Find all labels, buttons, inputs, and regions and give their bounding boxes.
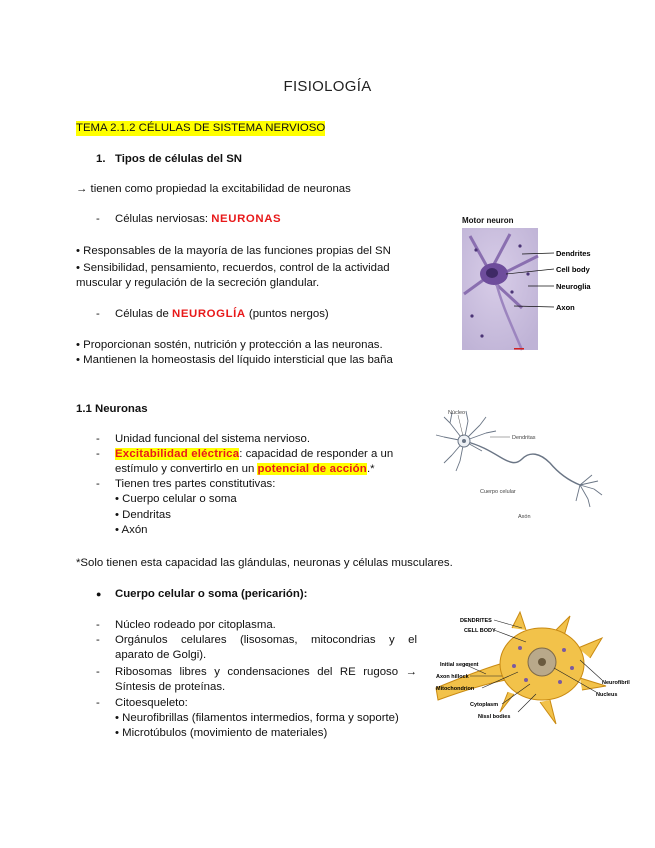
- list-dash: -: [96, 213, 100, 225]
- soma-item-1: Núcleo rodeado por citoplasma.: [115, 619, 276, 631]
- label-cytoplasm: Cytoplasm: [470, 702, 499, 708]
- section-heading: Tipos de células del SN: [115, 153, 243, 165]
- neuroglia-prefix: Células de: [115, 308, 172, 320]
- neuronas-prefix: Células nerviosas:: [115, 213, 212, 225]
- cell-body-figure: [430, 608, 630, 738]
- neuronas-bullet-2a: • Sensibilidad, pensamiento, recuerdos, control de la actividad: [76, 262, 390, 274]
- label-nucleus: Nucleus: [596, 692, 618, 698]
- nucleolus-shape: [538, 658, 546, 666]
- motor-neuron-figure: [462, 216, 622, 356]
- neuronas-line: [115, 212, 281, 227]
- list-dash: -: [96, 666, 100, 678]
- neuronas-bullet-1: • Responsables de la mayoría de las funciones propias del SN: [76, 245, 391, 257]
- label-axon: Axón: [518, 514, 531, 520]
- soma-sub-1: • Neurofibrillas (filamentos intermedios, forma y soporte): [115, 712, 399, 724]
- neuroglia-bullet-1: • Proporcionan sostén, nutrición y protección a las neuronas.: [76, 339, 383, 351]
- soma-item-2a: Orgánulos celulares (lisosomas, mitocondrias y el: [115, 634, 417, 646]
- neuronas-item-2-line2: [115, 462, 375, 477]
- soma-item-3b: Síntesis de proteínas.: [115, 681, 226, 693]
- item-2-end: .*: [366, 463, 375, 475]
- list-dash: -: [96, 478, 100, 490]
- label-dendrites: Dendrites: [556, 249, 591, 258]
- neuronas-item-2: [115, 447, 393, 462]
- neuroglia-keyword: NEUROGLÍA: [172, 308, 246, 320]
- label-axon-hillock: Axon hillock: [436, 674, 469, 680]
- axon-line: [464, 441, 580, 485]
- leader-line: [458, 415, 463, 436]
- neuronas-bullet-2b: muscular y regulación de la secreción glandular.: [76, 277, 320, 289]
- figure-title: Motor neuron: [462, 216, 514, 225]
- list-dash: -: [96, 308, 100, 320]
- label-nissl-bodies: Nissl bodies: [478, 714, 511, 720]
- cell-body-drawing: [436, 612, 606, 724]
- item-2-rest: : capacidad de responder a un: [239, 448, 394, 460]
- label-cuerpo-celular: Cuerpo celular: [480, 489, 516, 495]
- soma-item-4: Citoesqueleto:: [115, 697, 188, 709]
- label-cell-body: CELL BODY: [464, 628, 496, 634]
- section-number: 1.: [96, 153, 106, 165]
- neuron-drawing: [436, 411, 602, 507]
- soma-item-3a: Ribosomas libres y condensaciones del RE rugoso →: [115, 666, 417, 678]
- label-neuroglia: Neuroglia: [556, 282, 591, 291]
- bullet-marker: ●: [96, 589, 102, 599]
- neuroglia-suffix: (puntos nergos): [245, 308, 329, 320]
- sub-item-axon: • Axón: [115, 524, 148, 536]
- label-dendrites: DENDRITES: [460, 618, 492, 624]
- page-title: FISIOLOGÍA: [283, 78, 372, 95]
- neuroglia-bullet-2: • Mantienen la homeostasis del líquido intersticial que las baña: [76, 354, 393, 366]
- label-cell-body: Cell body: [556, 265, 590, 274]
- nucleus-shape: [486, 268, 498, 278]
- neuronas-keyword: NEURONAS: [211, 213, 282, 225]
- footnote: *Solo tienen esta capacidad las glándulas, neuronas y células musculares.: [76, 557, 453, 569]
- list-dash: -: [96, 697, 100, 709]
- soma-sub-2: • Microtúbulos (movimiento de materiales): [115, 727, 328, 739]
- neuronas-item-3: Tienen tres partes constitutivas:: [115, 478, 276, 490]
- label-nucleo: Núcleo: [448, 410, 466, 416]
- label-dendritas: Dendritas: [512, 435, 536, 441]
- neuronas-item-1: Unidad funcional del sistema nervioso.: [115, 433, 311, 445]
- sub-item-soma: • Cuerpo celular o soma: [115, 493, 237, 505]
- list-dash: -: [96, 433, 100, 445]
- nucleus-dot: [462, 439, 466, 443]
- list-dash: -: [96, 634, 100, 646]
- soma-item-2b: aparato de Golgi).: [115, 649, 207, 661]
- intro-text: → tienen como propiedad la excitabilidad de neuronas: [76, 183, 351, 195]
- neuroglia-line: [115, 307, 329, 322]
- soma-heading: Cuerpo celular o soma (pericarión):: [115, 588, 308, 600]
- sub-item-dendritas: • Dendritas: [115, 509, 171, 521]
- section-1-1-heading: 1.1 Neuronas: [76, 403, 148, 415]
- scale-bar: [514, 348, 524, 350]
- potencial-highlight: potencial de acción: [257, 463, 367, 475]
- label-axon: Axon: [556, 303, 575, 312]
- neuron-diagram-figure: [430, 405, 610, 525]
- list-dash: -: [96, 619, 100, 631]
- topic-heading: TEMA 2.1.2 CÉLULAS DE SISTEMA NERVIOSO: [76, 122, 326, 134]
- list-dash: -: [96, 448, 100, 460]
- excitabilidad-highlight: Excitabilidad eléctrica: [115, 448, 240, 460]
- label-mitochondrion: Mitochondrion: [436, 686, 475, 692]
- label-neurofibril: Neurofibril: [602, 680, 630, 686]
- label-initial-segment: Initial segment: [440, 662, 479, 668]
- item-2-line2-text: estímulo y convertirlo en un: [115, 463, 258, 475]
